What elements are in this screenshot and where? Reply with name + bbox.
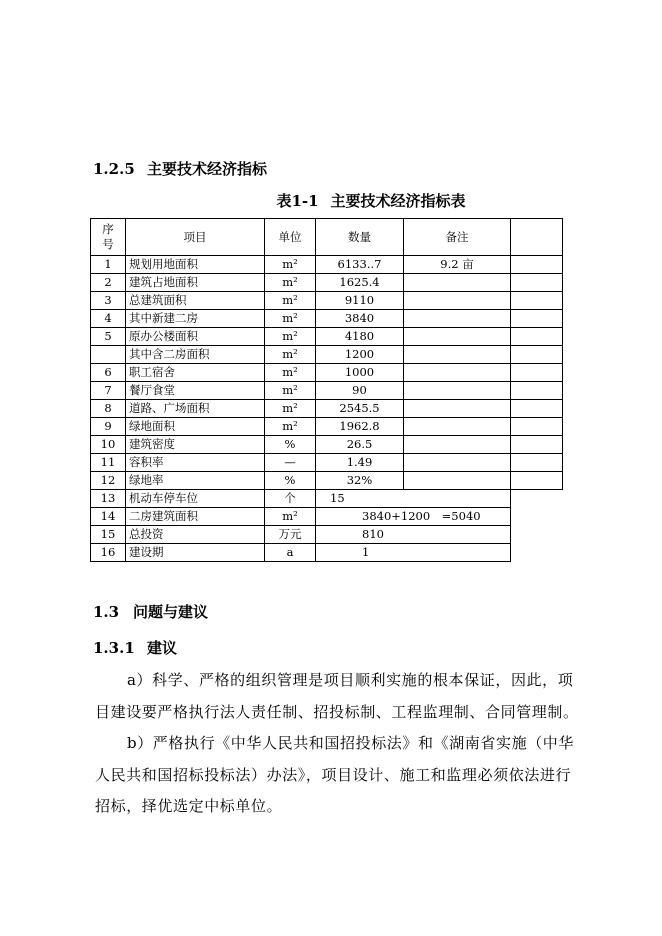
cell-qty: 1200 <box>316 346 404 364</box>
cell-note <box>404 400 511 418</box>
table-caption-number: 表1-1 <box>276 192 319 210</box>
cell-item: 总建筑面积 <box>126 292 265 310</box>
cell-no: 14 <box>91 508 126 526</box>
cell-no: 4 <box>91 310 126 328</box>
table-row <box>91 346 563 364</box>
cell-unit: % <box>265 436 316 454</box>
cell-qty: 90 <box>316 382 404 400</box>
cell-extra <box>511 454 563 472</box>
cell-no: 7 <box>91 382 126 400</box>
table-row <box>91 454 563 472</box>
cell-qty: 9110 <box>316 292 404 310</box>
cell-no: 11 <box>91 454 126 472</box>
cell-no: 15 <box>91 526 126 544</box>
cell-extra <box>511 418 563 436</box>
cell-note: 9.2 亩 <box>404 256 511 274</box>
cell-item: 原办公楼面积 <box>126 328 265 346</box>
cell-item: 二房建筑面积 <box>126 508 265 526</box>
cell-note <box>404 472 511 490</box>
table-row <box>91 400 563 418</box>
table-row <box>91 364 563 382</box>
cell-no: 1 <box>91 256 126 274</box>
cell-extra <box>511 508 563 526</box>
body-text <box>95 665 585 823</box>
cell-no: 16 <box>91 544 126 562</box>
cell-extra <box>511 544 563 562</box>
table-row <box>91 436 563 454</box>
cell-no: 2 <box>91 274 126 292</box>
cell-extra <box>511 328 563 346</box>
cell-note <box>404 274 511 292</box>
cell-item: 总投资 <box>126 526 265 544</box>
cell-unit: % <box>265 472 316 490</box>
table-row <box>91 328 563 346</box>
table-row <box>91 292 563 310</box>
cell-item: 职工宿舍 <box>126 364 265 382</box>
cell-unit: m² <box>265 274 316 292</box>
section-title: 问题与建议 <box>133 603 209 621</box>
table-row <box>91 526 563 544</box>
cell-qty: 1962.8 <box>316 418 404 436</box>
cell-note <box>404 328 511 346</box>
section-number: 1.2.5 <box>93 160 135 178</box>
cell-unit: m² <box>265 508 316 526</box>
header-no: 序号 <box>91 219 126 256</box>
cell-qty: 6133..7 <box>316 256 404 274</box>
table-header-row <box>91 219 563 256</box>
cell-item: 建筑占地面积 <box>126 274 265 292</box>
cell-no: 10 <box>91 436 126 454</box>
table-row <box>91 490 563 508</box>
cell-unit: a <box>265 544 316 562</box>
cell-item: 容积率 <box>126 454 265 472</box>
section-title: 建议 <box>147 639 178 657</box>
cell-extra <box>511 526 563 544</box>
cell-unit: m² <box>265 310 316 328</box>
cell-qty: 1625.4 <box>316 274 404 292</box>
cell-qty: 32% <box>316 472 404 490</box>
table-row <box>91 544 563 562</box>
cell-qty: 2545.5 <box>316 400 404 418</box>
cell-extra <box>511 472 563 490</box>
cell-extra <box>511 346 563 364</box>
cell-no: 12 <box>91 472 126 490</box>
cell-extra <box>511 310 563 328</box>
paragraph-a: a）科学、严格的组织管理是项目顺利实施的根本保证，因此，项目建设要严格执行法人责任制、招投标制、工程监理制、合同管理制。 <box>95 671 579 721</box>
cell-item: 规划用地面积 <box>126 256 265 274</box>
cell-item: 绿地率 <box>126 472 265 490</box>
section-title: 主要技术经济指标 <box>147 160 268 178</box>
cell-qty: 1 <box>316 544 511 562</box>
cell-extra <box>511 400 563 418</box>
cell-unit: m² <box>265 328 316 346</box>
cell-qty: 810 <box>316 526 511 544</box>
section-1-3-1-heading <box>93 637 177 658</box>
header-extra <box>511 219 563 256</box>
table-row <box>91 418 563 436</box>
cell-note <box>404 454 511 472</box>
cell-no <box>91 346 126 364</box>
cell-no: 13 <box>91 490 126 508</box>
section-number: 1.3 <box>93 603 120 621</box>
header-note: 备注 <box>404 219 511 256</box>
cell-unit: 万元 <box>265 526 316 544</box>
cell-no: 8 <box>91 400 126 418</box>
cell-no: 9 <box>91 418 126 436</box>
table-row <box>91 310 563 328</box>
cell-item: 其中含二房面积 <box>126 346 265 364</box>
cell-qty: 15 <box>316 490 511 508</box>
cell-unit: m² <box>265 364 316 382</box>
cell-item: 绿地面积 <box>126 418 265 436</box>
cell-note <box>404 310 511 328</box>
cell-no: 6 <box>91 364 126 382</box>
cell-extra <box>511 292 563 310</box>
cell-item: 建设期 <box>126 544 265 562</box>
cell-note <box>404 346 511 364</box>
cell-note <box>404 292 511 310</box>
cell-extra <box>511 256 563 274</box>
cell-unit: — <box>265 454 316 472</box>
cell-unit: m² <box>265 382 316 400</box>
table-row <box>91 382 563 400</box>
cell-qty: 3840 <box>316 310 404 328</box>
cell-note <box>404 418 511 436</box>
cell-unit: m² <box>265 418 316 436</box>
cell-extra <box>511 382 563 400</box>
header-qty: 数量 <box>316 219 404 256</box>
cell-qty: 3840+1200 =5040 <box>316 508 511 526</box>
cell-note <box>404 382 511 400</box>
section-1-3-heading <box>93 601 208 622</box>
table-caption <box>0 190 662 211</box>
header-item: 项目 <box>126 219 265 256</box>
section-1-2-5-heading <box>93 158 267 179</box>
cell-no: 3 <box>91 292 126 310</box>
cell-item: 餐厅食堂 <box>126 382 265 400</box>
cell-extra <box>511 364 563 382</box>
cell-item: 机动车停车位 <box>126 490 265 508</box>
table-row <box>91 508 563 526</box>
table-row <box>91 472 563 490</box>
cell-extra <box>511 490 563 508</box>
table-row <box>91 274 563 292</box>
cell-item: 其中新建二房 <box>126 310 265 328</box>
cell-unit: m² <box>265 400 316 418</box>
cell-item: 道路、广场面积 <box>126 400 265 418</box>
paragraph-b: b）严格执行《中华人民共和国招投标法》和《湖南省实施（中华人民共和国招标投标法）办法》，项目设计、施工和监理必须依法进行招标，择优选定中标单位。 <box>95 734 575 815</box>
cell-qty: 1.49 <box>316 454 404 472</box>
cell-qty: 1000 <box>316 364 404 382</box>
cell-extra <box>511 274 563 292</box>
section-number: 1.3.1 <box>93 639 135 657</box>
table-caption-title: 主要技术经济指标表 <box>330 192 466 210</box>
cell-note <box>404 364 511 382</box>
table-row <box>91 256 563 274</box>
indicator-table <box>90 218 563 562</box>
cell-qty: 26.5 <box>316 436 404 454</box>
header-unit: 单位 <box>265 219 316 256</box>
cell-no: 5 <box>91 328 126 346</box>
cell-unit: m² <box>265 256 316 274</box>
cell-extra <box>511 436 563 454</box>
cell-item: 建筑密度 <box>126 436 265 454</box>
cell-unit: 个 <box>265 490 316 508</box>
cell-note <box>404 436 511 454</box>
cell-qty: 4180 <box>316 328 404 346</box>
cell-unit: m² <box>265 292 316 310</box>
cell-unit: m² <box>265 346 316 364</box>
